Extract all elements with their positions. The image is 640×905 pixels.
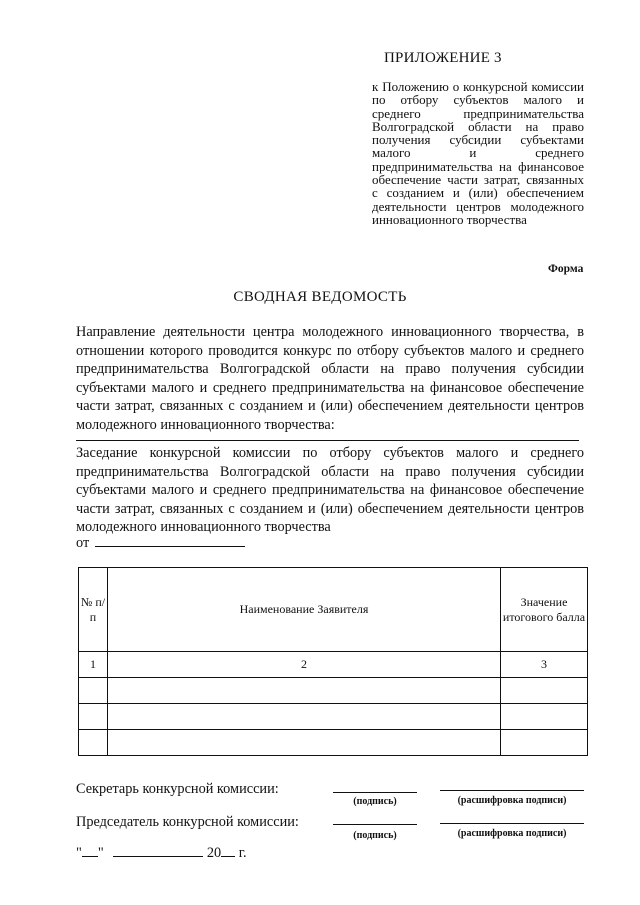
year-prefix: 20: [206, 845, 222, 861]
chairman-label: Председатель конкурсной комиссии:: [76, 814, 299, 830]
table-cell: [501, 704, 588, 730]
year-suffix: г.: [238, 845, 247, 861]
results-table: [78, 567, 588, 756]
footer-date-line: [76, 845, 247, 862]
header-number: № п/п: [79, 568, 108, 652]
table-cell: [79, 730, 108, 756]
secretary-label: Секретарь конкурсной комиссии:: [76, 781, 279, 797]
secretary-signature-line: [333, 792, 417, 793]
document-title: СВОДНАЯ ВЕДОМОСТЬ: [233, 289, 407, 305]
table-header-row: [79, 568, 588, 652]
direction-fill-line: [76, 440, 579, 441]
header-final-score: Значение итогового балла: [501, 568, 588, 652]
table-cell: [108, 730, 501, 756]
table-row: [79, 678, 588, 704]
table-cell: [108, 678, 501, 704]
column-number-2: 2: [108, 652, 501, 678]
form-label: Форма: [548, 263, 584, 275]
table-cell: [501, 678, 588, 704]
meeting-paragraph: Заседание конкурсной комиссии по отбору субъектов малого и среднего предпринимательства Волгоградской области на право получения субсидии субъектами малого и среднего предпринимательства на финансовое обеспечение части затрат, связанных с созданием и (или) обеспечением деятельности центров молодежного инновационного творчества: [76, 445, 584, 535]
appendix-title: ПРИЛОЖЕНИЕ 3: [384, 50, 502, 66]
table-row: [79, 730, 588, 756]
meeting-date-line: [76, 534, 245, 552]
header-applicant-name: Наименование Заявителя: [108, 568, 501, 652]
table-cell: [79, 704, 108, 730]
year-blank-field: [221, 845, 235, 857]
table-cell: [108, 704, 501, 730]
chairman-decode-line: [440, 823, 584, 824]
quote-open: ": [76, 845, 82, 861]
table-cell: [79, 678, 108, 704]
month-blank-field: [113, 845, 203, 857]
direction-paragraph: Направление деятельности центра молодежного инновационного творчества, в отношении которого проводится конкурс по отбору субъектов малого и среднего предпринимательства Волгоградской области на право получения субсидии субъектами малого и среднего предпринимательства на финансовое обеспечение части затрат, связанных с созданием и (или) обеспечением деятельности центров молодежного инновационного творчества:: [76, 324, 584, 433]
appendix-reference: к Положению о конкурсной комиссии по отбору субъектов малого и среднего предпринимательства Волгоградской области на право получения субсидии субъектами малого и среднего предпринимательства на финансовое обеспечение части затрат, связанных с созданием и (или) обеспечением деятельности центров молодежного инновационного творчества: [372, 79, 584, 227]
secretary-signature-caption: (подпись): [353, 796, 397, 807]
table-row: [79, 704, 588, 730]
date-prefix: от: [76, 535, 90, 551]
quote-close: ": [97, 845, 104, 861]
day-blank-field: [82, 845, 98, 857]
secretary-decode-caption: (расшифровка подписи): [457, 795, 567, 806]
chairman-signature-line: [333, 824, 417, 825]
chairman-signature-caption: (подпись): [353, 830, 397, 841]
column-number-1: 1: [79, 652, 108, 678]
chairman-decode-caption: (расшифровка подписи): [457, 828, 567, 839]
date-blank-field: [95, 534, 245, 547]
table-cell: [501, 730, 588, 756]
secretary-decode-line: [440, 790, 584, 791]
column-number-3: 3: [501, 652, 588, 678]
table-column-numbers-row: [79, 652, 588, 678]
